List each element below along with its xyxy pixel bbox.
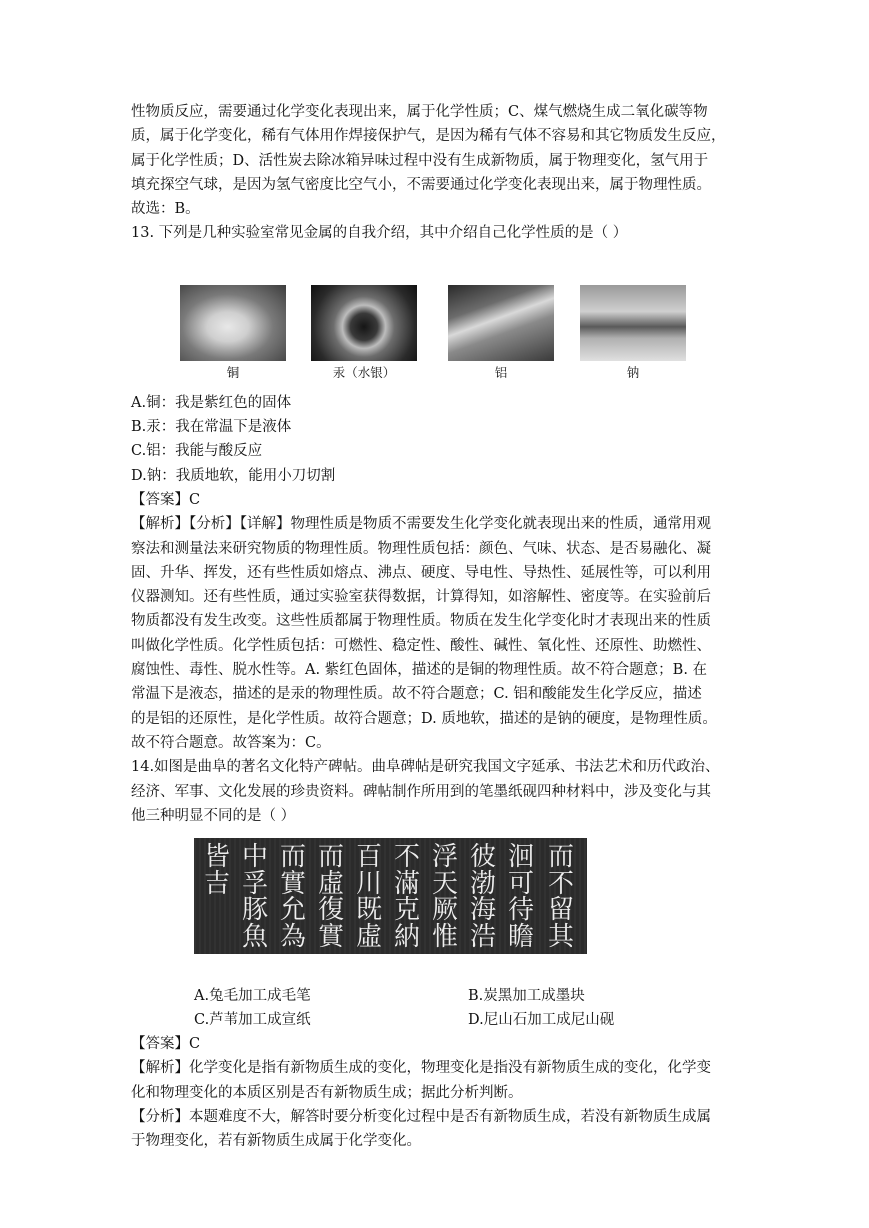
text-line: 察法和测量法来研究物质的物理性质。物理性质包括：颜色、气味、状态、是否易融化、凝 bbox=[131, 540, 711, 557]
question-13-stem: 13. 下列是几种实验室常见金属的自我介绍，其中介绍自己化学性质的是（ ） bbox=[131, 225, 628, 242]
question-14-analysis bbox=[131, 1105, 741, 1154]
text-line: 故选：B。 bbox=[131, 201, 200, 218]
option-d: D.尼山石加工成尼山砚 bbox=[468, 1012, 615, 1029]
figure-caption: 铜 bbox=[226, 364, 240, 380]
text-line: 经济、军事、文化发展的珍贵资料。碑帖制作所用到的笔墨纸砚四种材料中，涉及变化与其 bbox=[131, 783, 711, 800]
stele-column: 洄 可 待 瞻 bbox=[507, 842, 534, 952]
question-14-options bbox=[131, 984, 741, 1032]
option-a: A.铜：我是紫红色的固体 bbox=[131, 394, 292, 411]
figure-mercury bbox=[311, 285, 417, 381]
text-line: 【分析】本题难度不大，解答时要分析变化过程中是否有新物质生成，若没有新物质生成属 bbox=[131, 1109, 711, 1126]
stele-column: 彼 渤 海 浩 bbox=[469, 842, 496, 952]
text-line: 仪器测知。还有些性质，通过实验室获得数据，计算得知，如溶解性、密度等。在实验前后 bbox=[131, 589, 711, 606]
text-line: 于物理变化，若有新物质生成属于化学变化。 bbox=[131, 1133, 421, 1150]
stele-column: 而 虛 復 實 bbox=[317, 842, 344, 952]
question-13-answer: 【答案】C bbox=[131, 491, 201, 508]
text-line: 14.如图是曲阜的著名文化特产碑帖。曲阜碑帖是研究我国文字延承、书法艺术和历代政治、 bbox=[131, 759, 720, 776]
stele-column: 而 實 允 為 bbox=[279, 842, 306, 952]
question-14-explanation bbox=[131, 1056, 741, 1105]
text-line: 固、升华、挥发，还有些性质如熔点、沸点、硬度、导电性、导热性、延展性等，可以利用 bbox=[131, 564, 711, 581]
stele-column: 浮 天 厥 惟 bbox=[431, 842, 458, 952]
text-line: 【解析】【分析】【详解】物理性质是物质不需要发生化学变化就表现出来的性质，通常用观 bbox=[131, 516, 711, 533]
text-line: 常温下是液态，描述的是汞的物理性质。故不符合题意；C. 铝和酸能发生化学反应，描述 bbox=[131, 686, 702, 703]
text-line: 故不符合题意。故答案为：C。 bbox=[131, 734, 331, 751]
question-14-stem bbox=[131, 755, 741, 828]
text-line: 物质都没有发生改变。这些性质都属于物理性质。物质在发生化学变化时才表现出来的性质 bbox=[131, 613, 711, 630]
text-line: 腐蚀性、毒性、脱水性等。A. 紫红色固体，描述的是铜的物理性质。故不符合题意；B. 在 bbox=[131, 662, 708, 679]
text-line: 属于化学性质；D、活性炭去除冰箱异味过程中没有生成新物质，属于物理变化，氢气用于 bbox=[131, 152, 709, 169]
page-content bbox=[131, 100, 741, 1154]
text-line: 质，属于化学变化，稀有气体用作焊接保护气，是因为稀有气体不容易和其它物质发生反应， bbox=[131, 128, 726, 145]
text-line: 填充探空气球，是因为氢气密度比空气小，不需要通过化学变化表现出来，属于物理性质。 bbox=[131, 176, 711, 193]
figure-caption: 汞（水银） bbox=[332, 364, 396, 380]
text-line: 他三种明显不同的是（ ） bbox=[131, 807, 296, 824]
figure-copper bbox=[180, 285, 286, 381]
option-b: B.炭黑加工成墨块 bbox=[468, 988, 585, 1005]
text-line: 【解析】化学变化是指有新物质生成的变化，物理变化是指没有新物质生成的变化，化学变 bbox=[131, 1060, 711, 1077]
option-a: A.兔毛加工成毛笔 bbox=[194, 988, 311, 1005]
metal-figures bbox=[131, 252, 741, 385]
figure-caption: 钠 bbox=[626, 364, 640, 380]
text-line: 性物质反应，需要通过化学变化表现出来，属于化学性质；C、煤气燃烧生成二氧化碳等物 bbox=[131, 104, 708, 120]
stele-column: 皆 吉 bbox=[203, 842, 230, 899]
option-c: C.铝：我能与酸反应 bbox=[131, 443, 263, 460]
figure-caption: 铝 bbox=[494, 364, 508, 380]
stele-column: 中 孚 豚 魚 bbox=[241, 842, 268, 952]
question-14-answer: 【答案】C bbox=[131, 1036, 201, 1053]
stele-rubbing-figure bbox=[131, 838, 741, 976]
text-line: 的是铝的还原性，是化学性质。故符合题意；D. 质地软，描述的是钠的硬度，是物理性质。 bbox=[131, 710, 717, 727]
stele-column: 不 滿 克 納 bbox=[393, 842, 420, 952]
option-d: D.钠：我质地软，能用小刀切割 bbox=[131, 467, 336, 484]
question-13-options bbox=[131, 391, 741, 488]
stele-column: 百 川 既 虛 bbox=[355, 842, 382, 952]
figure-aluminum bbox=[448, 285, 554, 381]
text-line: 叫做化学性质。化学性质包括：可燃性、稳定性、酸性、碱性、氧化性、还原性、助燃性、 bbox=[131, 637, 711, 654]
previous-answer-explanation bbox=[131, 100, 741, 221]
copper-photo-icon bbox=[180, 285, 286, 361]
question-13-analysis bbox=[131, 512, 741, 755]
stele-column: 而 不 留 其 bbox=[547, 842, 574, 952]
aluminum-photo-icon bbox=[448, 285, 554, 361]
sodium-photo-icon bbox=[580, 285, 686, 361]
mercury-photo-icon bbox=[311, 285, 417, 361]
option-b: B.汞：我在常温下是液体 bbox=[131, 419, 292, 436]
figure-sodium bbox=[580, 285, 686, 381]
stele-rubbing-image bbox=[194, 838, 587, 954]
text-line: 化和物理变化的本质区别是否有新物质生成；据此分析判断。 bbox=[131, 1084, 523, 1101]
option-c: C.芦苇加工成宣纸 bbox=[194, 1012, 311, 1029]
